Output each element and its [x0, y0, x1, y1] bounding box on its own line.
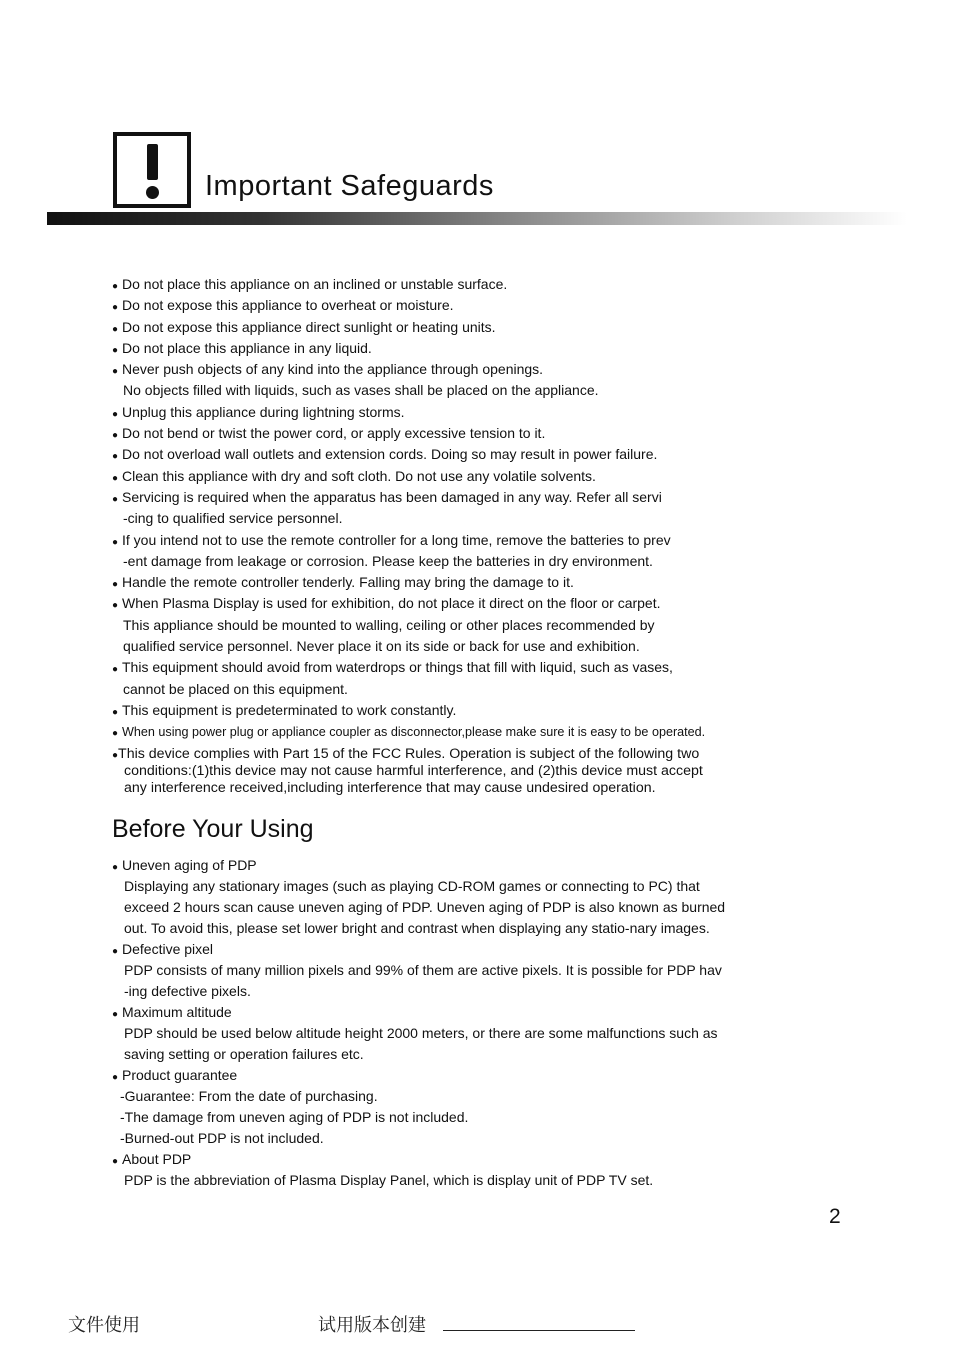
section-title-before-using: Before Your Using — [112, 815, 314, 843]
before-using-text: Defective pixel — [122, 941, 214, 957]
safeguard-text: If you intend not to use the remote controller for a long time, remove the batteries to prev — [122, 531, 671, 548]
safeguard-text: -ent damage from leakage or corrosion. Please keep the batteries in dry environment. — [123, 552, 653, 569]
before-using-text: Uneven aging of PDP — [122, 857, 257, 873]
safeguard-line — [112, 721, 812, 744]
before-using-line — [112, 1128, 812, 1149]
footer-left-text: 文件使用 — [68, 1315, 140, 1336]
safeguard-line — [112, 551, 812, 572]
safeguard-text: Do not overload wall outlets and extension cords. Doing so may result in power failure. — [122, 446, 658, 463]
before-using-line — [112, 1170, 812, 1191]
bullet-icon: ● — [112, 862, 119, 873]
before-using-text: exceed 2 hours scan cause uneven aging of PDP. Uneven aging of PDP is also known as burned — [124, 899, 726, 915]
footer-underline — [443, 1330, 635, 1331]
safeguard-text: When Plasma Display is used for exhibition, do not place it direct on the floor or carpet. — [122, 595, 661, 612]
bullet-icon: ● — [112, 579, 119, 591]
title-gradient-rule — [47, 212, 907, 225]
bullet-icon: ● — [112, 706, 119, 718]
fcc-line — [112, 763, 812, 780]
bullet-icon: ● — [112, 430, 119, 442]
bullet-icon: ● — [112, 344, 119, 356]
before-using-line — [112, 1149, 812, 1170]
safeguard-line — [112, 508, 812, 529]
safeguard-line — [112, 466, 812, 487]
exclamation-box-icon — [113, 132, 191, 208]
bullet-icon: ● — [112, 493, 119, 505]
safeguard-line — [112, 657, 812, 678]
before-using-text: -Burned-out PDP is not included. — [120, 1130, 324, 1146]
safeguard-line — [112, 423, 812, 444]
safeguard-line — [112, 295, 812, 316]
footer-middle-text: 试用版本创建 — [318, 1315, 426, 1336]
safeguard-text: Do not place this appliance in any liquid. — [122, 339, 372, 356]
before-using-text: Maximum altitude — [122, 1004, 232, 1020]
safeguard-text: This equipment is predeterminated to work constantly. — [122, 701, 457, 718]
page-number: 2 — [829, 1205, 841, 1228]
safeguard-text: Do not expose this appliance to overheat or moisture. — [122, 297, 454, 314]
safeguard-line — [112, 636, 812, 657]
safeguard-line — [112, 593, 812, 614]
safeguard-line — [112, 487, 812, 508]
before-using-line — [112, 939, 812, 960]
safeguard-text: Do not bend or twist the power cord, or apply excessive tension to it. — [122, 425, 546, 442]
safeguards-list — [112, 274, 812, 797]
safeguard-text: Do not expose this appliance direct sunlight or heating units. — [122, 318, 496, 335]
page-title: Important Safeguards — [205, 170, 494, 202]
before-using-text: PDP is the abbreviation of Plasma Display Panel, which is display unit of PDP TV set. — [124, 1172, 654, 1188]
bullet-icon: ● — [112, 750, 119, 762]
safeguard-text: When using power plug or appliance coupler as disconnector,please make sure it is easy to be operated. — [122, 725, 706, 740]
safeguard-text: This equipment should avoid from waterdrops or things that fill with liquid, such as vases, — [122, 659, 673, 676]
before-using-text: out. To avoid this, please set lower bright and contrast when displaying any statio-nary images. — [124, 920, 710, 936]
before-using-line — [112, 1107, 812, 1128]
bullet-icon: ● — [112, 323, 119, 335]
before-using-line — [112, 897, 812, 918]
fcc-text: conditions:(1)this device may not cause harmful interference, and (2)this device must accept — [124, 763, 703, 780]
bullet-icon: ● — [112, 1072, 119, 1083]
safeguard-line — [112, 402, 812, 423]
before-using-text: -Guarantee: From the date of purchasing. — [120, 1088, 378, 1104]
before-using-text: About PDP — [122, 1151, 192, 1167]
bullet-icon: ● — [112, 408, 119, 420]
fcc-line — [112, 780, 812, 797]
safeguard-text: Handle the remote controller tenderly. Falling may bring the damage to it. — [122, 574, 574, 591]
bullet-icon: ● — [112, 1009, 119, 1020]
safeguard-text: No objects filled with liquids, such as vases shall be placed on the appliance. — [123, 382, 599, 399]
before-using-line — [112, 876, 812, 897]
bullet-icon: ● — [112, 472, 119, 484]
fcc-text: This device complies with Part 15 of the FCC Rules. Operation is subject of the following two — [118, 746, 700, 763]
bullet-icon: ● — [112, 664, 119, 676]
fcc-line — [112, 746, 812, 763]
safeguard-text: Unplug this appliance during lightning storms. — [122, 403, 405, 420]
before-using-line — [112, 918, 812, 939]
fcc-text: any interference received,including interference that may cause undesired operation. — [124, 780, 656, 797]
safeguard-text: Never push objects of any kind into the appliance through openings. — [122, 361, 544, 378]
safeguard-line — [112, 274, 812, 295]
before-using-line — [112, 960, 812, 981]
before-using-line — [112, 1023, 812, 1044]
bullet-icon: ● — [112, 281, 119, 292]
safeguard-text: This appliance should be mounted to walling, ceiling or other places recommended by — [123, 616, 655, 633]
safeguard-line — [112, 700, 812, 721]
bullet-icon: ● — [112, 451, 119, 463]
bullet-icon: ● — [112, 536, 119, 548]
bullet-icon: ● — [112, 366, 119, 378]
safeguard-text: Servicing is required when the apparatus has been damaged in any way. Refer all servi — [122, 488, 662, 505]
safeguard-line — [112, 679, 812, 700]
safeguard-line — [112, 572, 812, 593]
before-using-text: PDP should be used below altitude height 2000 meters, or there are some malfunctions such as — [124, 1025, 718, 1041]
safeguard-text: -cing to qualified service personnel. — [123, 510, 343, 527]
safeguard-line — [112, 317, 812, 338]
bullet-icon: ● — [112, 728, 119, 740]
before-using-line — [112, 1044, 812, 1065]
before-using-line — [112, 1086, 812, 1107]
before-using-line — [112, 855, 812, 876]
before-using-text: PDP consists of many million pixels and 99% of them are active pixels. It is possible for PDP hav — [124, 962, 722, 978]
safeguard-line — [112, 444, 812, 465]
exclamation-bar — [147, 144, 158, 180]
bullet-icon: ● — [112, 946, 119, 957]
safeguard-line — [112, 615, 812, 636]
safeguard-line — [112, 380, 812, 401]
safeguard-line — [112, 530, 812, 551]
safeguard-text: cannot be placed on this equipment. — [123, 680, 348, 697]
before-using-line — [112, 1002, 812, 1023]
before-using-line — [112, 981, 812, 1002]
safeguard-line — [112, 359, 812, 380]
before-using-line — [112, 1065, 812, 1086]
safeguard-line — [112, 338, 812, 359]
safeguard-text: Do not place this appliance on an inclined or unstable surface. — [122, 276, 508, 292]
before-using-text: Displaying any stationary images (such as playing CD-ROM games or connecting to PC) that — [124, 878, 700, 894]
before-using-text: Product guarantee — [122, 1067, 238, 1083]
before-using-text: saving setting or operation failures etc. — [124, 1046, 364, 1062]
before-using-list — [112, 855, 812, 1191]
bullet-icon: ● — [112, 1156, 119, 1167]
bullet-icon: ● — [112, 302, 119, 314]
before-using-text: -The damage from uneven aging of PDP is not included. — [120, 1109, 469, 1125]
fcc-statement — [112, 746, 812, 797]
exclamation-dot — [146, 186, 159, 199]
safeguard-text: qualified service personnel. Never place it on its side or back for use and exhibition. — [123, 638, 640, 655]
safeguard-text: Clean this appliance with dry and soft cloth. Do not use any volatile solvents. — [122, 467, 596, 484]
before-using-text: -ing defective pixels. — [124, 983, 251, 999]
bullet-icon: ● — [112, 600, 119, 612]
